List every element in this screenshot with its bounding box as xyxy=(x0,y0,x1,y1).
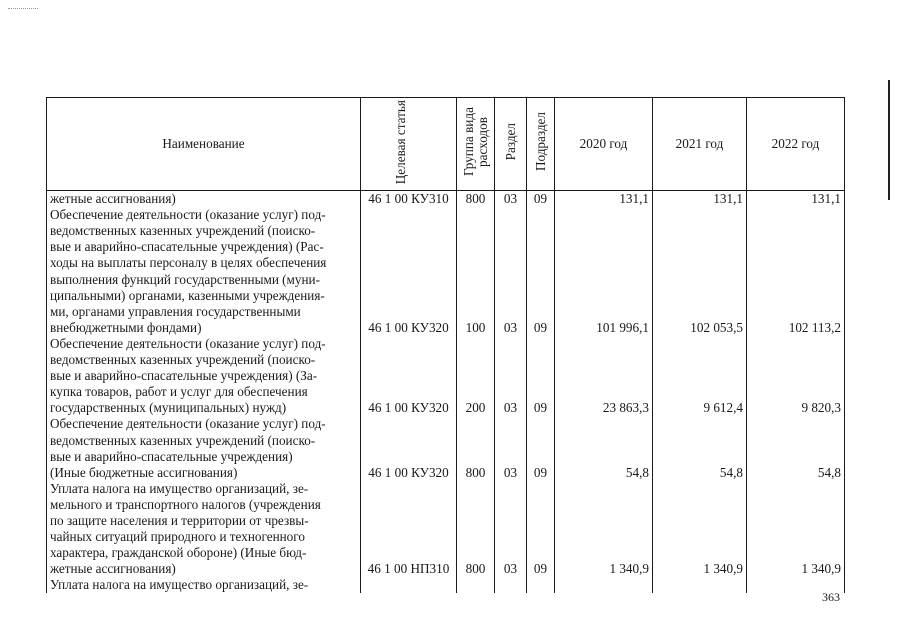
section-cell: 03 xyxy=(495,191,527,208)
name-line: Обеспечение деятельности (оказание услуг) под- xyxy=(50,207,326,223)
section-cell: 03 xyxy=(495,416,527,480)
year-2020-cell: 1 340,9 xyxy=(555,481,653,578)
name-cell xyxy=(47,416,361,480)
expense-group-cell: 800 xyxy=(457,481,495,578)
year-2022-cell: 131,1 xyxy=(747,191,845,208)
table-row xyxy=(47,577,845,593)
name-line: ведомственных казенных учреждений (поиско- xyxy=(50,432,316,448)
table-row xyxy=(47,207,845,336)
table-header-row xyxy=(47,98,845,191)
year-2020-cell: 131,1 xyxy=(555,191,653,208)
expense-group-cell: 200 xyxy=(457,336,495,416)
table-row xyxy=(47,336,845,416)
subsection-cell: 09 xyxy=(527,481,555,578)
name-line: Уплата налога на имущество организаций, зе- xyxy=(50,480,309,496)
year-2021-cell: 131,1 xyxy=(653,191,747,208)
name-line: Обеспечение деятельности (оказание услуг) под- xyxy=(50,416,326,432)
scan-artifact xyxy=(8,8,38,10)
year-2022-cell: 102 113,2 xyxy=(747,207,845,336)
name-line: вые и аварийно-спасательные учреждения) (Рас- xyxy=(50,239,324,255)
header-year-2022: 2022 год xyxy=(747,98,845,191)
name-cell xyxy=(47,577,361,593)
year-2020-cell: 54,8 xyxy=(555,416,653,480)
year-2022-cell: 1 340,9 xyxy=(747,481,845,578)
page-number: 363 xyxy=(822,590,840,604)
name-line: выполнения функций государственными (муни- xyxy=(50,271,321,287)
header-target-article: Целевая статья xyxy=(361,98,457,191)
name-line: вые и аварийно-спасательные учреждения) (За- xyxy=(50,368,318,384)
name-line: Обеспечение деятельности (оказание услуг) под- xyxy=(50,335,326,351)
subsection-cell: 09 xyxy=(527,207,555,336)
year-2021-cell: 1 340,9 xyxy=(653,481,747,578)
name-line: по защите населения и территории от чрезвы- xyxy=(50,512,309,528)
name-line: государственных (муниципальных) нужд) xyxy=(50,400,287,416)
year-2021-cell: 9 612,4 xyxy=(653,336,747,416)
target-article-cell: 46 1 00 КУ310 xyxy=(361,191,457,208)
name-line: ведомственных казенных учреждений (поиско- xyxy=(50,352,316,368)
expense-group-cell: 800 xyxy=(457,416,495,480)
name-cell xyxy=(47,191,361,208)
name-line: вые и аварийно-спасательные учреждения) xyxy=(50,448,293,464)
year-2020-cell xyxy=(555,577,653,593)
year-2021-cell: 54,8 xyxy=(653,416,747,480)
name-line: купка товаров, работ и услуг для обеспечения xyxy=(50,384,308,400)
name-line: чайных ситуаций природного и техногенного xyxy=(50,529,305,545)
year-2020-cell: 101 996,1 xyxy=(555,207,653,336)
header-name: Наименование xyxy=(47,98,361,191)
name-line: мельного и транспортного налогов (учреждения xyxy=(50,496,321,512)
target-article-cell xyxy=(361,577,457,593)
expense-group-cell: 800 xyxy=(457,191,495,208)
target-article-cell: 46 1 00 КУ320 xyxy=(361,416,457,480)
name-line: ми, органами управления государственными xyxy=(50,303,301,319)
header-year-2021: 2021 год xyxy=(653,98,747,191)
budget-table xyxy=(46,97,845,593)
name-line: внебюджетными фондами) xyxy=(50,319,202,335)
margin-mark xyxy=(888,80,890,200)
name-line: (Иные бюджетные ассигнования) xyxy=(50,464,238,480)
year-2021-cell: 102 053,5 xyxy=(653,207,747,336)
name-line: ведомственных казенных учреждений (поиско- xyxy=(50,223,316,239)
name-cell xyxy=(47,481,361,578)
section-cell: 03 xyxy=(495,481,527,578)
subsection-cell: 09 xyxy=(527,336,555,416)
expense-group-cell: 100 xyxy=(457,207,495,336)
year-2022-cell: 9 820,3 xyxy=(747,336,845,416)
target-article-cell: 46 1 00 НП310 xyxy=(361,481,457,578)
name-line: ципальными) органами, казенными учреждения- xyxy=(50,287,325,303)
header-expense-group: Группа вида расходов xyxy=(457,98,495,191)
name-line: характера, гражданской обороне) (Иные бюд- xyxy=(50,545,307,561)
target-article-cell: 46 1 00 КУ320 xyxy=(361,207,457,336)
section-cell xyxy=(495,577,527,593)
name-line: жетные ассигнования) xyxy=(50,191,176,207)
expense-group-cell xyxy=(457,577,495,593)
name-line: ходы на выплаты персоналу в целях обеспечения xyxy=(50,255,327,271)
header-year-2020: 2020 год xyxy=(555,98,653,191)
subsection-cell: 09 xyxy=(527,191,555,208)
header-subsection: Подраздел xyxy=(527,98,555,191)
table-row xyxy=(47,191,845,208)
year-2020-cell: 23 863,3 xyxy=(555,336,653,416)
name-line: Уплата налога на имущество организаций, зе- xyxy=(50,577,309,593)
section-cell: 03 xyxy=(495,207,527,336)
table-row xyxy=(47,481,845,578)
subsection-cell: 09 xyxy=(527,416,555,480)
name-line: жетные ассигнования) xyxy=(50,561,176,577)
header-section: Раздел xyxy=(495,98,527,191)
target-article-cell: 46 1 00 КУ320 xyxy=(361,336,457,416)
year-2021-cell xyxy=(653,577,747,593)
name-cell xyxy=(47,207,361,336)
section-cell: 03 xyxy=(495,336,527,416)
name-cell xyxy=(47,336,361,416)
subsection-cell xyxy=(527,577,555,593)
table-row xyxy=(47,416,845,480)
year-2022-cell: 54,8 xyxy=(747,416,845,480)
